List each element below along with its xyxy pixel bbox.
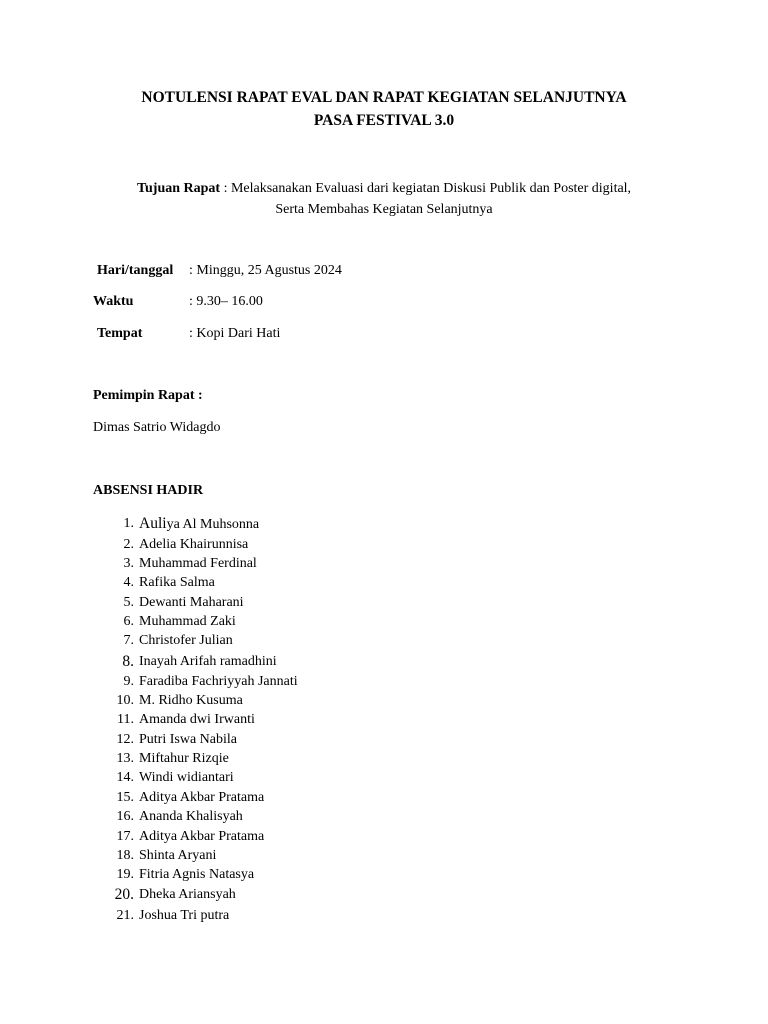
attendance-item-name-text: Dheka Ariansyah: [139, 887, 236, 902]
attendance-heading: ABSENSI HADIR: [93, 483, 204, 498]
attendance-item-name: [139, 768, 234, 787]
attendance-item-name: [139, 807, 243, 826]
attendance-item-number: 15.: [116, 790, 134, 805]
attendance-item-name-text: Muhammad Ferdinal: [139, 556, 257, 571]
attendance-item-number: 8.: [122, 653, 134, 670]
attendance-item-number: 10.: [116, 693, 134, 708]
meeting-purpose-label: Tujuan Rapat: [136, 181, 221, 196]
attendance-item-name: [139, 573, 215, 592]
attendance-item-number: 9.: [123, 674, 134, 689]
attendance-item-number: 17.: [116, 829, 134, 844]
attendance-item-number: 19.: [116, 867, 134, 882]
attendance-item-name-prefix: Auli: [139, 515, 167, 532]
attendance-item-name: [139, 710, 255, 729]
attendance-item-name-text: Putri Iswa Nabila: [139, 732, 237, 747]
attendance-item-name-text: Dewanti Maharani: [139, 595, 244, 610]
meeting-purpose-line-2: Serta Membahas Kegiatan Selanjutnya: [275, 202, 493, 217]
attendance-item-name: [139, 593, 244, 612]
attendance-item-name: [139, 554, 257, 573]
attendance-item-name: [139, 672, 298, 691]
attendance-item-name-text: Adelia Khairunnisa: [139, 537, 249, 552]
attendance-item-name: [139, 652, 277, 671]
info-label-date: Hari/tanggal: [97, 263, 174, 278]
attendance-item-name-text: Windi widiantari: [139, 770, 234, 785]
attendance-item-name-text: M. Ridho Kusuma: [139, 693, 243, 708]
attendance-item-name: [139, 827, 264, 846]
attendance-item-number: 11.: [117, 712, 134, 727]
attendance-item-name-text: Muhammad Zaki: [139, 614, 236, 629]
attendance-item-number: 6.: [123, 614, 134, 629]
document-title-line-2: PASA FESTIVAL 3.0: [313, 112, 455, 129]
info-label-place: Tempat: [97, 326, 143, 341]
attendance-item-name-text: Joshua Tri putra: [139, 908, 230, 923]
attendance-item-name-text: Miftahur Rizqie: [139, 751, 229, 766]
info-value-place: : Kopi Dari Hati: [189, 326, 281, 341]
attendance-item-name: [139, 749, 229, 768]
attendance-item-number: 5.: [123, 595, 134, 610]
attendance-item-name: [139, 631, 233, 650]
attendance-item-name-text: Amanda dwi Irwanti: [139, 712, 255, 727]
attendance-item-name: [139, 730, 237, 749]
attendance-item-name-text: Aditya Akbar Pratama: [139, 790, 265, 805]
attendance-item-name: [139, 514, 259, 534]
attendance-item-number: 3.: [123, 556, 134, 571]
attendance-item-name-text: Inayah Arifah ramadhini: [139, 654, 277, 669]
attendance-item-name-text: ya Al Muhsonna: [166, 517, 260, 532]
attendance-item-name: [139, 885, 236, 904]
attendance-item-name-text: Rafika Salma: [139, 575, 215, 590]
info-label-time: Waktu: [93, 294, 134, 309]
attendance-item-number: 20.: [114, 886, 134, 903]
attendance-item-number: 4.: [123, 575, 134, 590]
meeting-purpose-text-1: Melaksanakan Evaluasi dari kegiatan Diskusi Publik dan Poster digital,: [230, 181, 632, 196]
attendance-item-name: [139, 865, 254, 884]
attendance-item-name: [139, 612, 236, 631]
attendance-item-number: 1.: [123, 516, 134, 531]
attendance-item-number: 2.: [123, 537, 134, 552]
meeting-leader-name: Dimas Satrio Widagdo: [93, 420, 221, 435]
info-value-time: : 9.30– 16.00: [189, 294, 263, 309]
attendance-item-name-text: Aditya Akbar Pratama: [139, 829, 265, 844]
document-title-line-1: NOTULENSI RAPAT EVAL DAN RAPAT KEGIATAN SELANJUTNYA: [141, 89, 627, 106]
info-value-date: : Minggu, 25 Agustus 2024: [189, 263, 342, 278]
meeting-purpose-line-1: [0, 178, 768, 199]
attendance-item-name-text: Shinta Aryani: [139, 848, 217, 863]
attendance-item-name-text: Faradiba Fachriyyah Jannati: [139, 674, 298, 689]
attendance-item-name: [139, 535, 248, 554]
attendance-item-number: 14.: [116, 770, 134, 785]
attendance-item-name-text: Fitria Agnis Natasya: [139, 867, 255, 882]
attendance-item-number: 7.: [123, 633, 134, 648]
attendance-item-name: [139, 691, 243, 710]
meeting-leader-label: Pemimpin Rapat :: [93, 388, 203, 403]
attendance-item-name: [139, 846, 216, 865]
attendance-item-number: 12.: [116, 732, 134, 747]
attendance-item-name-text: Christofer Julian: [139, 633, 233, 648]
attendance-item-number: 18.: [116, 848, 134, 863]
attendance-item-name: [139, 906, 229, 925]
meeting-purpose-colon: :: [220, 181, 231, 196]
attendance-item-name: [139, 788, 264, 807]
attendance-item-number: 21.: [116, 908, 134, 923]
attendance-item-number: 16.: [116, 809, 134, 824]
attendance-item-number: 13.: [116, 751, 134, 766]
attendance-item-name-text: Ananda Khalisyah: [139, 809, 243, 824]
